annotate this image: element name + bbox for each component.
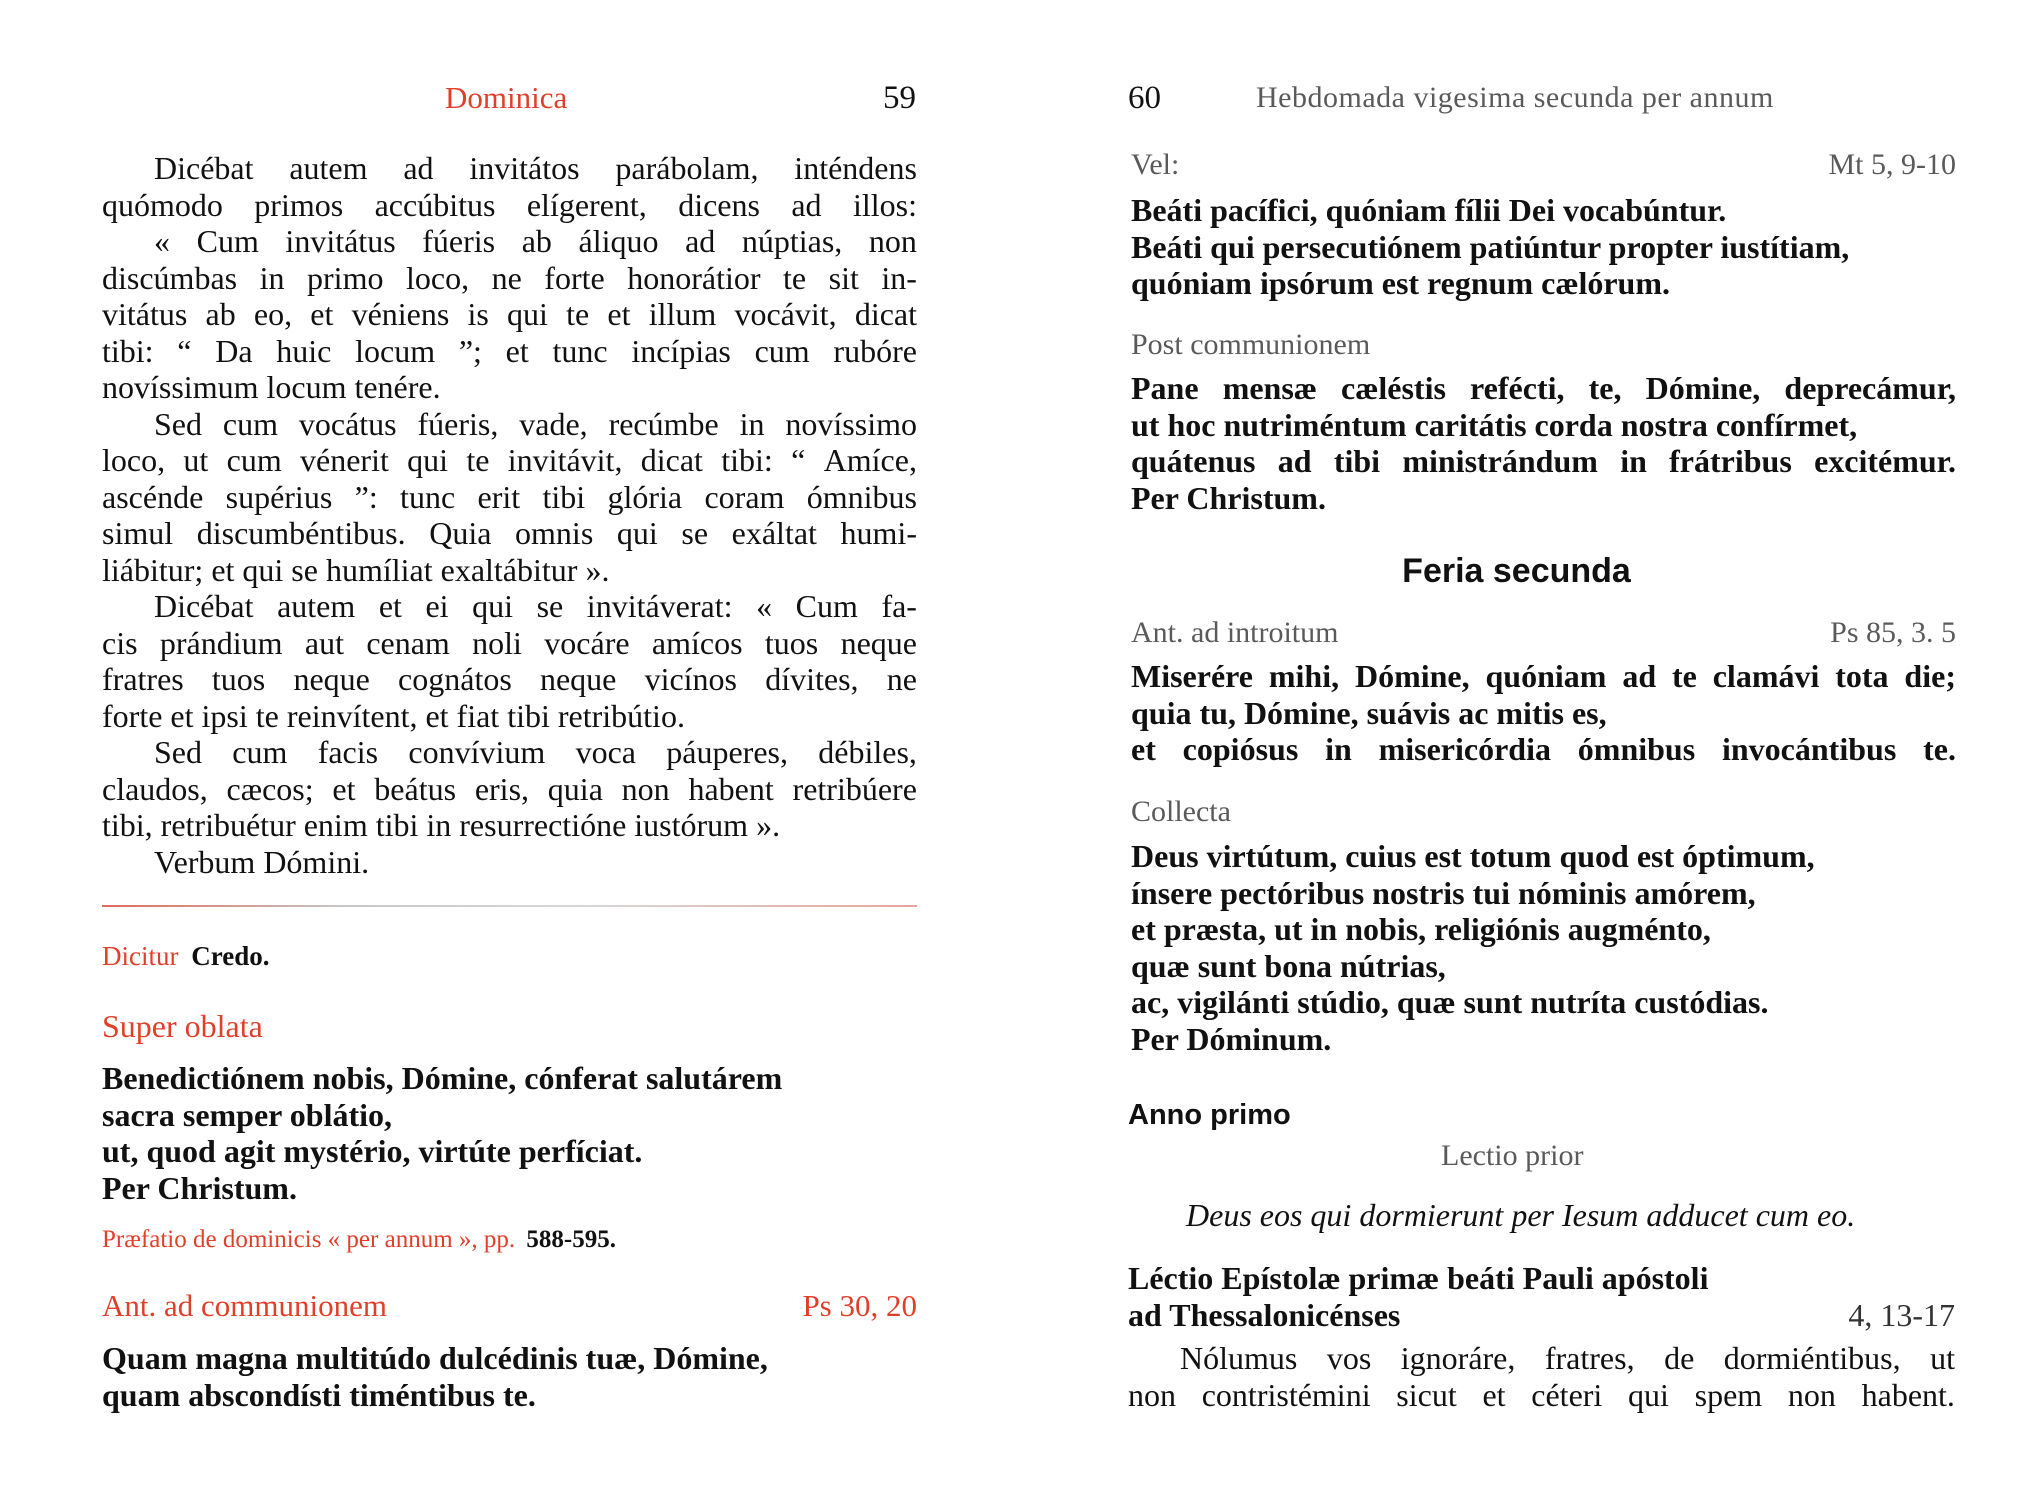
- gospel-line: forte et ipsi te reinvítent, et fiat tibi retribútio.: [102, 697, 685, 734]
- page-header-title: Dominica: [445, 80, 568, 115]
- antiphon-line: Beáti qui persecutiónem patiúntur propter iustítiam,: [1131, 228, 1850, 265]
- lectio-title: Lectio prior: [1441, 1139, 1584, 1172]
- gospel-line: discúmbas in primo loco, ne forte honorátior te sit in-: [102, 259, 917, 296]
- epistle-text-line: Nólumus vos ignoráre, fratres, de dormiéntibus, ut: [1180, 1340, 1955, 1376]
- introit-antiphon: [1131, 658, 1956, 768]
- gospel-line: cis prándium aut cenam noli vocáre amícos tuos neque: [102, 624, 917, 661]
- prayer-line: Benedictiónem nobis, Dómine, cónferat salutárem: [102, 1060, 783, 1096]
- section-divider: [102, 905, 917, 907]
- vel-label: Vel:: [1131, 148, 1180, 181]
- page-number: 60: [1128, 80, 1161, 116]
- gospel-line: Verbum Dómini.: [154, 843, 370, 880]
- communion-heading: Ant. ad communionem: [102, 1288, 387, 1323]
- gospel-line: Dicébat autem et ei qui se invitáverat: « Cum fa-: [154, 588, 917, 624]
- super-oblata-prayer: [102, 1060, 782, 1206]
- vel-ref: Mt 5, 9-10: [1828, 148, 1956, 181]
- page-number: 59: [883, 80, 916, 116]
- post-communionem-prayer: [1131, 370, 1956, 516]
- gospel-line: fratres tuos neque cognátos neque vicínos dívites, ne: [102, 661, 917, 697]
- antiphon-line: Miserére mihi, Dómine, quóniam ad te clamávi tota die;: [1131, 658, 1956, 694]
- gospel-line: Dicébat autem ad invitátos parábolam, inténdens: [154, 150, 917, 186]
- gospel-line: liábitur; et qui se humíliat exaltábitur ».: [102, 551, 610, 588]
- page-header-title: Hebdomada vigesima secunda per annum: [1256, 81, 1774, 114]
- communion-heading-row: [102, 1288, 917, 1325]
- praefatio-pages: 588-595.: [526, 1226, 616, 1253]
- prayer-line: ac, vigilánti stúdio, quæ sunt nutríta custódias.: [1131, 984, 1769, 1020]
- anno-primo-heading: Anno primo: [1128, 1099, 1291, 1131]
- prayer-line: quæ sunt bona nútrias,: [1131, 947, 1446, 984]
- prayer-line: ínsere pectóribus nostris tui nóminis amórem,: [1131, 874, 1756, 911]
- gospel-line: tibi: “ Da huic locum ”; et tunc incípias cum rubóre: [102, 332, 917, 369]
- gospel-line: novíssimum locum tenére.: [102, 369, 441, 405]
- prayer-line: ut hoc nutriméntum caritátis corda nostra confírmet,: [1131, 406, 1858, 443]
- gospel-line: quómodo primos accúbitus elígerent, dicens ad illos:: [102, 186, 917, 223]
- prayer-line: Deus virtútum, cuius est totum quod est óptimum,: [1131, 838, 1815, 874]
- antiphon-line: quia tu, Dómine, suávis ac mitis es,: [1131, 694, 1607, 731]
- epistle-text: [1128, 1340, 1955, 1413]
- collecta-prayer: [1131, 838, 1815, 1057]
- prayer-line: Pane mensæ cæléstis refécti, te, Dómine, deprecámur,: [1131, 370, 1956, 406]
- epistle-line: Léctio Epístolæ primæ beáti Pauli apóstoli: [1128, 1260, 1709, 1296]
- gospel-text: [102, 150, 917, 880]
- prayer-line: Per Christum.: [1131, 479, 1326, 516]
- feria-title: Feria secunda: [1402, 552, 1631, 590]
- prayer-line: ut, quod agit mystério, virtúte perfíciat.: [102, 1133, 643, 1169]
- introit-heading: Ant. ad introitum: [1131, 616, 1339, 649]
- right-page: [1011, 0, 2022, 1500]
- gospel-line: loco, ut cum vénerit qui te invitávit, dicat tibi: “ Amíce,: [102, 442, 917, 478]
- vel-row: [1131, 147, 1956, 184]
- super-oblata-heading: Super oblata: [102, 1008, 263, 1044]
- antiphon-line: Beáti pacífici, quóniam fílii Dei vocabúntur.: [1131, 192, 1727, 228]
- dicitur-text: Credo.: [191, 941, 270, 971]
- prayer-line: Per Dóminum.: [1131, 1020, 1332, 1057]
- antiphon-line: et copiósus in misericórdia ómnibus invocántibus te.: [1131, 731, 1956, 767]
- prayer-line: quátenus ad tibi ministrándum in frátribus excitémur.: [1131, 443, 1956, 479]
- epistle-ref: 4, 13-17: [1848, 1296, 1955, 1333]
- gospel-line: tibi, retribuétur enim tibi in resurrectióne iustórum ».: [102, 807, 781, 843]
- epistle-line: ad Thessalonicénses: [1128, 1296, 1401, 1333]
- introit-ref: Ps 85, 3. 5: [1830, 616, 1956, 649]
- praefatio-line: [102, 1222, 616, 1259]
- gospel-line: Sed cum vocátus fúeris, vade, recúmbe in novíssimo: [154, 405, 917, 442]
- gospel-line: Sed cum facis convívium voca páuperes, débiles,: [154, 734, 917, 770]
- antiphon-line: Quam magna multitúdo dulcédinis tuæ, Dómine,: [102, 1340, 768, 1376]
- epistle-title: [1128, 1260, 1955, 1333]
- post-communionem-heading: Post communionem: [1131, 328, 1371, 361]
- vel-antiphon: [1131, 192, 1849, 302]
- prayer-line: Per Christum.: [102, 1169, 297, 1206]
- antiphon-line: quam abscondísti timéntibus te.: [102, 1376, 536, 1413]
- prayer-line: et præsta, ut in nobis, religiónis augménto,: [1131, 911, 1711, 947]
- introit-heading-row: [1131, 615, 1956, 652]
- communion-ref: Ps 30, 20: [802, 1288, 917, 1323]
- antiphon-line: quóniam ipsórum est regnum cælórum.: [1131, 265, 1670, 301]
- gospel-line: claudos, cæcos; et beátus eris, quia non habent retribúere: [102, 770, 917, 807]
- gospel-line: ascénde supérius ”: tunc erit tibi glória coram ómnibus: [102, 478, 917, 515]
- gospel-line: vitátus ab eo, et véniens is qui te et illum vocávit, dicat: [102, 296, 917, 332]
- epistle-text-line: non contristémini sicut et céteri qui spem non habent.: [1128, 1376, 1955, 1413]
- dicitur-rubric: Dicitur: [102, 941, 179, 971]
- dicitur-line: [102, 938, 269, 975]
- prayer-line: sacra semper oblátio,: [102, 1096, 393, 1133]
- communion-antiphon: [102, 1340, 768, 1413]
- lectio-summary: Deus eos qui dormierunt per Iesum adducet cum eo.: [1186, 1197, 1856, 1233]
- gospel-line: « Cum invitátus fúeris ab áliquo ad núptias, non: [154, 223, 917, 259]
- praefatio-rubric: Præfatio de dominicis « per annum », pp.: [102, 1226, 516, 1253]
- gospel-line: simul discumbéntibus. Quia omnis qui se exáltat humi-: [102, 515, 917, 551]
- collecta-heading: Collecta: [1131, 795, 1231, 828]
